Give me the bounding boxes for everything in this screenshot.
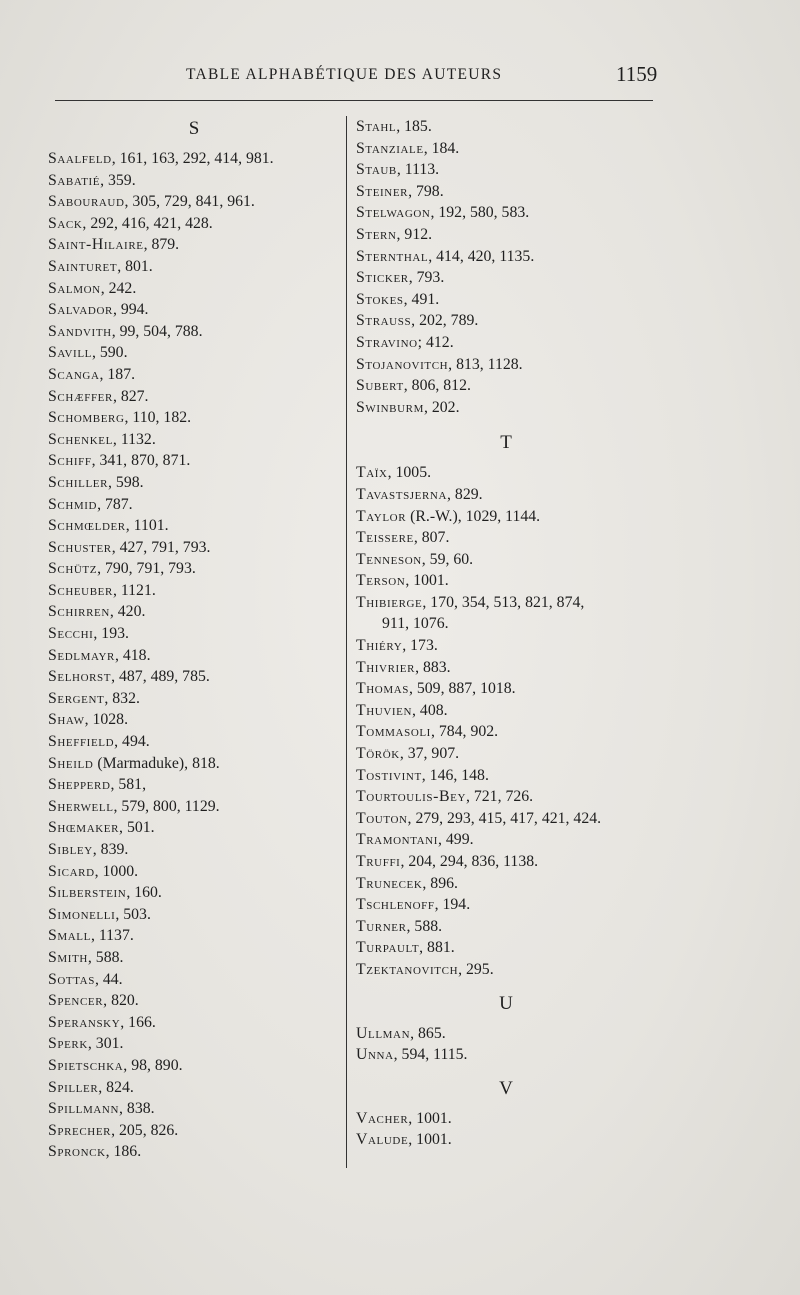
- page-references: , 501.: [119, 819, 155, 837]
- column-divider: [346, 116, 347, 1168]
- page-references: , 881.: [419, 939, 455, 957]
- page-references: , 1028.: [84, 711, 129, 729]
- index-entry: [356, 375, 656, 397]
- page-references: , 588.: [406, 917, 443, 935]
- author-name: Speransky: [48, 1013, 121, 1031]
- index-entry: [356, 721, 656, 743]
- index-entry: [48, 774, 340, 796]
- index-entry: [48, 817, 340, 839]
- author-name: Tramontani: [356, 831, 438, 849]
- page-references: , 161, 163, 292, 414, 981.: [111, 150, 274, 167]
- header-rule: [55, 100, 653, 101]
- page-references: , 305, 729, 841, 961.: [124, 193, 255, 211]
- entry-list-v: [356, 1108, 656, 1151]
- index-entry: [48, 213, 340, 235]
- page-references: , 1001.: [408, 1109, 452, 1127]
- index-entry: [356, 549, 656, 571]
- page-references: , 1005.: [387, 464, 432, 482]
- page-references: , 1121.: [112, 581, 156, 599]
- author-name: Steiner: [356, 182, 409, 200]
- index-entry: [48, 1055, 340, 1077]
- index-entry: [48, 472, 340, 494]
- page-references: , 204, 294, 836, 1138.: [400, 853, 539, 870]
- page-references: , 827.: [112, 387, 149, 405]
- author-name: Sedlmayr: [48, 646, 115, 664]
- author-name: Schenkel: [48, 430, 113, 448]
- page-references: , 192, 580, 583.: [430, 204, 530, 222]
- author-name: Vacher: [356, 1109, 409, 1127]
- page-references: , 487, 489, 785.: [111, 668, 210, 686]
- page-references: , 787.: [97, 495, 133, 513]
- page-references: , 1000.: [94, 862, 139, 880]
- author-name: Swinburm: [356, 398, 424, 416]
- page-references: , 99, 504, 788.: [111, 322, 203, 340]
- author-name: Teissere: [356, 529, 414, 547]
- index-entry: [48, 580, 340, 602]
- author-name: Sicard: [48, 862, 95, 880]
- index-entry: [356, 786, 656, 808]
- index-entry: [356, 462, 656, 484]
- page-references: , 588.: [87, 948, 124, 966]
- index-entry: [48, 904, 340, 926]
- index-entry: [356, 743, 656, 765]
- index-entry: [48, 429, 340, 451]
- left-column: [48, 116, 340, 1163]
- index-entry: [48, 645, 340, 667]
- index-entry: [356, 851, 656, 873]
- author-name: Tavastsjerna: [356, 485, 448, 503]
- author-name: Staub: [356, 161, 397, 179]
- author-name: Tenneson: [356, 550, 422, 568]
- index-entry: [356, 289, 656, 311]
- author-name: Sandvith: [48, 322, 112, 340]
- page-references: , 427, 791, 793.: [111, 538, 211, 556]
- index-entry: [48, 342, 340, 364]
- author-name: Thibierge: [356, 593, 423, 611]
- page-references: , 1001.: [405, 572, 449, 590]
- index-entry: [48, 796, 340, 818]
- page-references: , 896.: [422, 874, 458, 892]
- author-name: Schirren: [48, 603, 110, 621]
- author-name: Stahl: [356, 118, 397, 135]
- index-entry: [48, 558, 340, 580]
- author-name: Török: [356, 745, 400, 763]
- author-name: Sergent: [48, 689, 105, 707]
- section-letter-v: V: [499, 1077, 513, 1099]
- author-name: Turpault: [356, 939, 420, 957]
- author-name: Sibley: [48, 841, 93, 858]
- page-references: , 420.: [109, 603, 146, 621]
- author-name: Thuvien: [356, 701, 413, 719]
- author-name: Saint-Hilaire: [48, 236, 144, 254]
- index-entry: [48, 450, 340, 472]
- author-name: Sottas: [48, 970, 95, 988]
- running-header-title: TABLE ALPHABÉTIQUE DES AUTEURS: [186, 66, 503, 83]
- author-name: Schütz: [48, 560, 98, 578]
- page-references: , 146, 148.: [421, 766, 489, 784]
- index-entry: [48, 299, 340, 321]
- author-name: Tzektanovitch: [356, 960, 459, 978]
- index-entry: [48, 278, 340, 300]
- page-references: , 193.: [93, 625, 129, 643]
- author-name: Schiller: [48, 473, 109, 491]
- page-references: , 37, 907.: [399, 745, 460, 763]
- page-references: , 1113.: [396, 161, 440, 179]
- page-references: , 59, 60.: [421, 550, 474, 568]
- page-references: , 292, 416, 421, 428.: [82, 214, 213, 232]
- index-entry: [48, 882, 340, 904]
- author-name: Sheild: [48, 754, 94, 772]
- page-references: , 494.: [114, 733, 150, 751]
- author-name: Stravino: [356, 333, 418, 351]
- index-entry: [48, 1120, 340, 1142]
- index-entry: [356, 202, 656, 224]
- index-entry: [356, 678, 656, 700]
- index-entry: [48, 969, 340, 991]
- entry-list-s-left: [48, 148, 340, 1163]
- page-references: , 832.: [104, 689, 140, 707]
- page-references: , 242.: [100, 279, 137, 297]
- index-entry: [48, 753, 340, 775]
- author-name: Stern: [356, 225, 397, 243]
- page-references: , 499.: [438, 831, 474, 849]
- index-entry: [356, 116, 656, 138]
- page-references: , 594, 1115.: [393, 1046, 468, 1064]
- index-entry: [356, 527, 656, 549]
- index-entry: [356, 700, 656, 722]
- index-entry: [48, 623, 340, 645]
- page-references: , 295.: [458, 960, 494, 978]
- index-entry: [48, 321, 340, 343]
- page-references: , 359.: [100, 171, 136, 189]
- author-name: Sabatié: [48, 171, 101, 189]
- author-name: Thiéry: [356, 637, 403, 655]
- author-name: Salvador: [48, 301, 113, 319]
- page-references-continued: 911, 1076.: [382, 615, 449, 633]
- page-references: , 820.: [103, 992, 139, 1010]
- page-references: , 793.: [408, 269, 445, 287]
- page-references: , 994.: [112, 301, 149, 319]
- index-entry: [356, 246, 656, 268]
- author-name: Tschlenoff: [356, 896, 435, 914]
- page-references: , 865.: [410, 1024, 446, 1042]
- page-references: , 798.: [408, 182, 444, 200]
- author-name: Simonelli: [48, 905, 116, 923]
- page-references: , 173.: [402, 637, 438, 655]
- index-entry: [48, 515, 340, 537]
- index-entry: [48, 666, 340, 688]
- page-references: , 110, 182.: [124, 409, 192, 427]
- author-name: Thivrier: [356, 658, 416, 676]
- index-entry: [356, 224, 656, 246]
- index-entry: [48, 925, 340, 947]
- index-entry: [356, 873, 656, 895]
- index-entry: [48, 1012, 340, 1034]
- author-name: Trunecek: [356, 874, 423, 892]
- author-name: Stokes: [356, 290, 404, 308]
- index-entry: [356, 1044, 656, 1066]
- index-entry: [356, 937, 656, 959]
- index-entry: [48, 148, 340, 170]
- author-name: Savill: [48, 344, 92, 362]
- index-entry: [356, 570, 656, 592]
- page-references: , 408.: [412, 701, 448, 719]
- page-references: , 784, 902.: [430, 723, 499, 741]
- index-entry: [48, 1033, 340, 1055]
- page-references: , 581,: [110, 776, 147, 794]
- author-name: Silberstein: [48, 884, 127, 902]
- index-entry: [48, 709, 340, 731]
- page-references: , 187.: [99, 365, 136, 383]
- author-name: Shœmaker: [48, 819, 120, 837]
- index-entry: [48, 256, 340, 278]
- author-name: Spronck: [48, 1143, 106, 1161]
- page-references: , 418.: [114, 646, 151, 664]
- author-name: Thomas: [356, 680, 409, 698]
- page-references: , 912.: [396, 225, 433, 243]
- author-name: Stelwagon: [356, 204, 431, 222]
- entry-list-s-right: [356, 116, 656, 418]
- author-name: Schiff: [48, 452, 92, 470]
- author-name: Valude: [356, 1131, 409, 1149]
- author-name: Smith: [48, 948, 88, 966]
- index-entry: [356, 397, 656, 419]
- page-references: , 184.: [423, 139, 460, 157]
- index-entry: [356, 159, 656, 181]
- index-entry: [48, 861, 340, 883]
- author-name: Strauss: [356, 312, 412, 330]
- page-references: ; 412.: [417, 333, 454, 351]
- page-references: , 806, 812.: [403, 377, 471, 395]
- section-letter-u: U: [499, 992, 513, 1014]
- author-name: Scanga: [48, 365, 100, 383]
- page-references: , 1137.: [90, 927, 134, 945]
- index-entry: [356, 1108, 656, 1130]
- index-entry: [48, 1098, 340, 1120]
- author-name: Selhorst: [48, 668, 112, 686]
- index-entry: [48, 688, 340, 710]
- page-references: , 1132.: [112, 430, 156, 448]
- page-number: 1159: [616, 62, 658, 86]
- author-name: Small: [48, 927, 91, 945]
- author-name: Schmœlder: [48, 517, 126, 535]
- author-name: Turner: [356, 917, 407, 935]
- index-entry: [48, 947, 340, 969]
- page-references: , 838.: [119, 1100, 155, 1118]
- index-entry: [48, 407, 340, 429]
- page-references: , 829.: [447, 485, 483, 503]
- author-name: Subert: [356, 377, 404, 395]
- author-name: Terson: [356, 572, 406, 590]
- index-entry: [356, 310, 656, 332]
- page-references: , 205, 826.: [111, 1121, 179, 1139]
- index-entry: [356, 484, 656, 506]
- index-entry: [356, 894, 656, 916]
- page-references: , 579, 800, 1129.: [113, 797, 220, 815]
- author-name: Sabouraud: [48, 193, 125, 211]
- index-entry: [356, 1129, 656, 1151]
- page-references: , 202.: [423, 398, 460, 416]
- page-references: , 807.: [413, 529, 450, 547]
- page-references: , 503.: [115, 905, 151, 923]
- author-name: Unna: [356, 1046, 394, 1064]
- page-references: , 590.: [91, 344, 128, 362]
- index-entry: [48, 1077, 340, 1099]
- page-references: , 194.: [434, 896, 471, 914]
- author-name: Taylor: [356, 507, 407, 525]
- page-references: , 202, 789.: [411, 312, 479, 330]
- page-references: , 414, 420, 1135.: [428, 247, 535, 265]
- index-entry: [356, 181, 656, 203]
- index-entry: [356, 808, 656, 830]
- page-references: , 341, 870, 871.: [91, 452, 191, 470]
- author-name: Stanziale: [356, 139, 424, 157]
- page-references: , 491.: [403, 290, 440, 308]
- index-entry: [356, 592, 656, 614]
- page-references: , 824.: [98, 1078, 134, 1096]
- author-name: Tostivint: [356, 766, 422, 784]
- index-entry: [356, 354, 656, 376]
- index-entry: [48, 386, 340, 408]
- index-entry: [48, 1141, 340, 1163]
- author-name: Ullman: [356, 1024, 411, 1042]
- page-references: , 1101.: [125, 517, 169, 535]
- page-references: , 185.: [396, 118, 432, 135]
- index-entry: [356, 916, 656, 938]
- author-name: Scheuber: [48, 581, 113, 599]
- page-references: , 721, 726.: [465, 788, 534, 806]
- index-entry: [356, 765, 656, 787]
- index-entry: [356, 635, 656, 657]
- page-references: , 166.: [120, 1013, 156, 1031]
- page-references: , 279, 293, 415, 417, 421, 424.: [407, 809, 602, 827]
- author-name: Spiller: [48, 1078, 99, 1096]
- index-entry: [48, 731, 340, 753]
- author-name: Secchi: [48, 625, 94, 643]
- author-name: Tourtoulis-Bey: [356, 788, 466, 806]
- author-name: Sheffield: [48, 733, 115, 751]
- index-entry: [48, 494, 340, 516]
- section-letter-s: S: [188, 118, 200, 139]
- author-name: Stojanovitch: [356, 355, 449, 373]
- page-references: , 839.: [92, 841, 129, 858]
- index-entry: [48, 234, 340, 256]
- section-letter-t: T: [500, 432, 512, 454]
- author-name: Sperk: [48, 1035, 88, 1053]
- index-entry: [48, 601, 340, 623]
- index-entry: [356, 267, 656, 289]
- index-entry: [48, 191, 340, 213]
- page-references: (R.-W.), 1029, 1144.: [406, 507, 541, 525]
- index-entry: [48, 990, 340, 1012]
- page-references: , 1001.: [408, 1131, 452, 1149]
- index-entry: [356, 138, 656, 160]
- index-entry: [356, 332, 656, 354]
- entry-list-t: [356, 462, 656, 980]
- author-name: Sack: [48, 214, 83, 232]
- page-references: , 813, 1128.: [448, 355, 523, 373]
- page-references: , 160.: [126, 884, 162, 902]
- author-name: Shepperd: [48, 776, 111, 794]
- page-references: , 801.: [117, 257, 153, 275]
- author-name: Taïx: [356, 464, 388, 482]
- index-entry: [356, 506, 656, 528]
- page-references: , 883.: [415, 658, 451, 676]
- index-entry: [48, 839, 340, 861]
- index-entry: [48, 537, 340, 559]
- page-references: , 170, 354, 513, 821, 874,: [422, 593, 585, 611]
- author-name: Truffi: [356, 853, 401, 870]
- author-name: Shaw: [48, 711, 85, 729]
- author-name: Schuster: [48, 538, 112, 556]
- page-references: , 790, 791, 793.: [97, 560, 196, 578]
- page-references: (Marmaduke), 818.: [93, 754, 220, 772]
- index-entry: [356, 959, 656, 981]
- page-references: , 301.: [87, 1035, 124, 1053]
- author-name: Schæffer: [48, 387, 113, 405]
- page-references: , 879.: [143, 236, 180, 254]
- author-name: Spencer: [48, 992, 104, 1010]
- index-entry: [48, 170, 340, 192]
- author-name: Touton: [356, 809, 408, 827]
- index-entry: [356, 1023, 656, 1045]
- author-name: Sternthal: [356, 247, 429, 265]
- page-references: , 186.: [105, 1143, 142, 1161]
- author-name: Sprecher: [48, 1121, 112, 1139]
- index-entry: [356, 829, 656, 851]
- author-name: Sainturet: [48, 257, 118, 275]
- index-entry: [48, 364, 340, 386]
- author-name: Schmid: [48, 495, 98, 513]
- author-name: Schomberg: [48, 409, 125, 427]
- author-name: Saalfeld: [48, 150, 112, 167]
- author-name: Sherwell: [48, 797, 114, 815]
- page-references: , 44.: [94, 970, 123, 988]
- page-references: , 598.: [108, 473, 144, 491]
- author-name: Sticker: [356, 269, 409, 287]
- entry-list-u: [356, 1023, 656, 1066]
- author-name: Tommasoli: [356, 723, 431, 741]
- author-name: Spietschka: [48, 1056, 124, 1074]
- author-name: Spillmann: [48, 1100, 120, 1118]
- page-references: , 98, 890.: [123, 1056, 183, 1074]
- index-entry: [356, 657, 656, 679]
- author-name: Salmon: [48, 279, 101, 297]
- page-references: , 509, 887, 1018.: [408, 680, 516, 698]
- right-column: [356, 116, 656, 1151]
